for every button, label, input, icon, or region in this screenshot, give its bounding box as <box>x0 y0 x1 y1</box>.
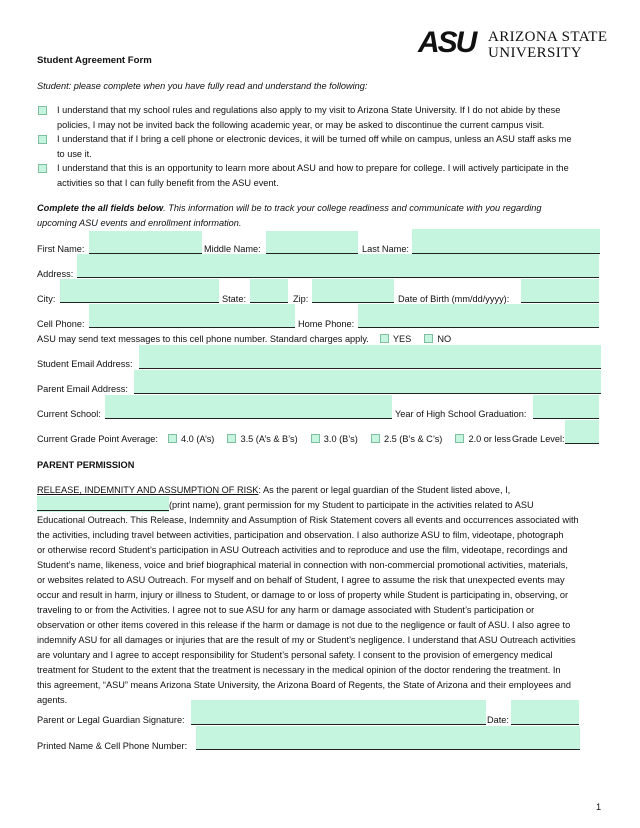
guardian-signature-field[interactable] <box>191 700 486 725</box>
release-text-line: traveling to or from the Activities. I agree not to sue ASU for any harm or damage associated with Student’s participation or <box>37 605 535 615</box>
release-text-line: Student’s name, likeness, voice and brief biographical material in connection with non-commercial promotional activities, materials, <box>37 560 568 570</box>
zip-field[interactable] <box>312 279 394 303</box>
gpa-option-checkbox[interactable] <box>455 434 464 443</box>
guardian-signature-label: Parent or Legal Guardian Signature: <box>37 715 185 725</box>
sms-yes-checkbox[interactable] <box>380 334 389 343</box>
agreement-text: activities so that I can fully benefit from the ASU event. <box>57 178 279 188</box>
release-text-line: observation or other items covered in this release if the harm or damage is not due to the negligence or fault of ASU. I also agree to <box>37 620 571 630</box>
sms-consent <box>37 334 451 345</box>
gpa-option-label: 4.0 (A’s) <box>181 434 215 444</box>
dob-label: Date of Birth (mm/dd/yyyy): <box>398 294 510 304</box>
last-name-label: Last Name: <box>362 244 409 254</box>
gpa-option-checkbox[interactable] <box>227 434 236 443</box>
gpa-option-checkbox[interactable] <box>371 434 380 443</box>
last-name-field[interactable] <box>412 229 600 254</box>
dob-field[interactable] <box>521 279 599 303</box>
zip-label: Zip: <box>293 294 309 304</box>
grad-year-label: Year of High School Graduation: <box>395 409 527 419</box>
city-label: City: <box>37 294 56 304</box>
parent-email-field[interactable] <box>134 370 601 394</box>
state-label: State: <box>222 294 247 304</box>
release-text-line: or websites related to ASU Outreach. For myself and on behalf of Student, I agree to assume the risk that unexpected events may <box>37 575 565 585</box>
sms-no-checkbox[interactable] <box>424 334 433 343</box>
release-text-line: are voluntary and I agree to accept responsibility for Student’s personal safety. I consent to the provision of emergency medical <box>37 650 553 660</box>
sms-yes-label: YES <box>392 334 412 344</box>
agreement-text: I understand that if I bring a cell phone or electronic devices, it will be turned off while on campus, unless an ASU staff asks me <box>57 134 572 144</box>
parent-permission-heading: PARENT PERMISSION <box>37 460 135 470</box>
agreement-checkbox[interactable] <box>38 135 47 144</box>
home-phone-field[interactable] <box>358 304 599 328</box>
address-field[interactable] <box>77 254 599 278</box>
first-name-field[interactable] <box>89 231 202 254</box>
gpa-label: Current Grade Point Average: <box>37 434 158 444</box>
agreement-checkbox[interactable] <box>38 164 47 173</box>
release-text-line: occur and result in harm, injury or illness to Student, or damage to or loss of property while Student is participating in, observing, or <box>37 590 569 600</box>
gpa-option-label: 2.0 or less <box>468 434 511 444</box>
release-text-line: indemnify ASU for all damages or injuries that are the result of my or Student’s negligence. I understand that ASU Outreach activities <box>37 635 576 645</box>
home-phone-label: Home Phone: <box>298 319 355 329</box>
agreement-text: policies, I may not be invited back the following academic year, or may be asked to discontinue the current campus visit. <box>57 120 545 130</box>
gpa-option-label: 3.0 (B’s) <box>323 434 358 444</box>
student-email-field[interactable] <box>139 345 601 369</box>
student-email-label: Student Email Address: <box>37 359 133 369</box>
city-field[interactable] <box>60 279 219 303</box>
release-text-line: the activities, including travel between activities, participation and observation. I also authorize ASU to film, videotape, photograph <box>37 530 564 540</box>
current-school-field[interactable] <box>105 395 392 419</box>
release-text-line: Educational Outreach. This Release, Indemnity and Assumption of Risk Statement covers all events and occurrences associated with <box>37 515 579 525</box>
middle-name-label: Middle Name: <box>204 244 261 254</box>
cell-phone-field[interactable] <box>89 304 295 328</box>
grad-year-field[interactable] <box>533 395 599 419</box>
asu-logo-name-line2: UNIVERSITY <box>488 45 582 61</box>
release-line2: (print name), grant permission for my Student to participate in the activities related to ASU <box>169 500 534 510</box>
instructions-bold: Complete the all fields below <box>37 203 164 213</box>
printed-name-label: Printed Name & Cell Phone Number: <box>37 741 188 751</box>
middle-name-field[interactable] <box>266 231 358 254</box>
page-number: 1 <box>596 802 602 812</box>
release-title: RELEASE, INDEMNITY AND ASSUMPTION OF RISK <box>37 485 259 495</box>
release-text-line: treatment for Student to the extent that the treatment is necessary in the medical opinion of the doctor rendering the treatment. In <box>37 665 561 675</box>
release-text-line: this agreement, “ASU” means Arizona State University, the Arizona Board of Regents, the State of Arizona and their employees and <box>37 680 572 690</box>
instructions-text: . This information will be to track your college readiness and communicate with you regarding <box>163 203 542 213</box>
parent-email-label: Parent Email Address: <box>37 384 128 394</box>
release-text-line: agents. <box>37 695 68 705</box>
grade-level-label: Grade Level: <box>512 434 565 444</box>
asu-logo-mark: ASU <box>418 26 476 59</box>
release-text: : As the parent or legal guardian of the Student listed above, I, <box>258 485 511 495</box>
signature-date-field[interactable] <box>511 700 579 725</box>
address-label: Address: <box>37 269 74 279</box>
gpa-row <box>37 434 511 445</box>
printed-name-phone-field[interactable] <box>196 726 580 750</box>
grade-level-field[interactable] <box>565 420 599 444</box>
date-label: Date: <box>487 715 509 725</box>
gpa-option-label: 3.5 (A’s & B’s) <box>240 434 298 444</box>
form-title: Student Agreement Form <box>37 55 152 66</box>
gpa-option-checkbox[interactable] <box>311 434 320 443</box>
sms-no-label: NO <box>437 334 452 344</box>
sms-consent-text: ASU may send text messages to this cell phone number. Standard charges apply. <box>37 334 369 344</box>
asu-logo-name-line1: ARIZONA STATE <box>488 29 608 45</box>
release-text-line: or otherwise record Student’s participation in ASU Outreach activities and to reproduce and use the film, videotape, recordings and <box>37 545 568 555</box>
intro-text: Student: please complete when you have fully read and understand the following: <box>37 81 368 91</box>
agreement-text: to use it. <box>57 149 92 159</box>
first-name-label: First Name: <box>37 244 85 254</box>
agreement-text: I understand that my school rules and regulations also apply to my visit to Arizona State University. If I do not abide by these <box>57 105 561 115</box>
state-field[interactable] <box>250 279 288 303</box>
gpa-option-checkbox[interactable] <box>168 434 177 443</box>
agreement-checkbox[interactable] <box>38 106 47 115</box>
agreement-text: I understand that this is an opportunity to learn more about ASU and how to prepare for college. I will actively participate in the <box>57 163 569 173</box>
instructions-line2: upcoming ASU events and enrollment information. <box>37 218 242 228</box>
gpa-option-label: 2.5 (B’s & C’s) <box>383 434 443 444</box>
current-school-label: Current School: <box>37 409 101 419</box>
asu-logo <box>418 24 608 64</box>
cell-phone-label: Cell Phone: <box>37 319 85 329</box>
instructions <box>37 203 542 214</box>
